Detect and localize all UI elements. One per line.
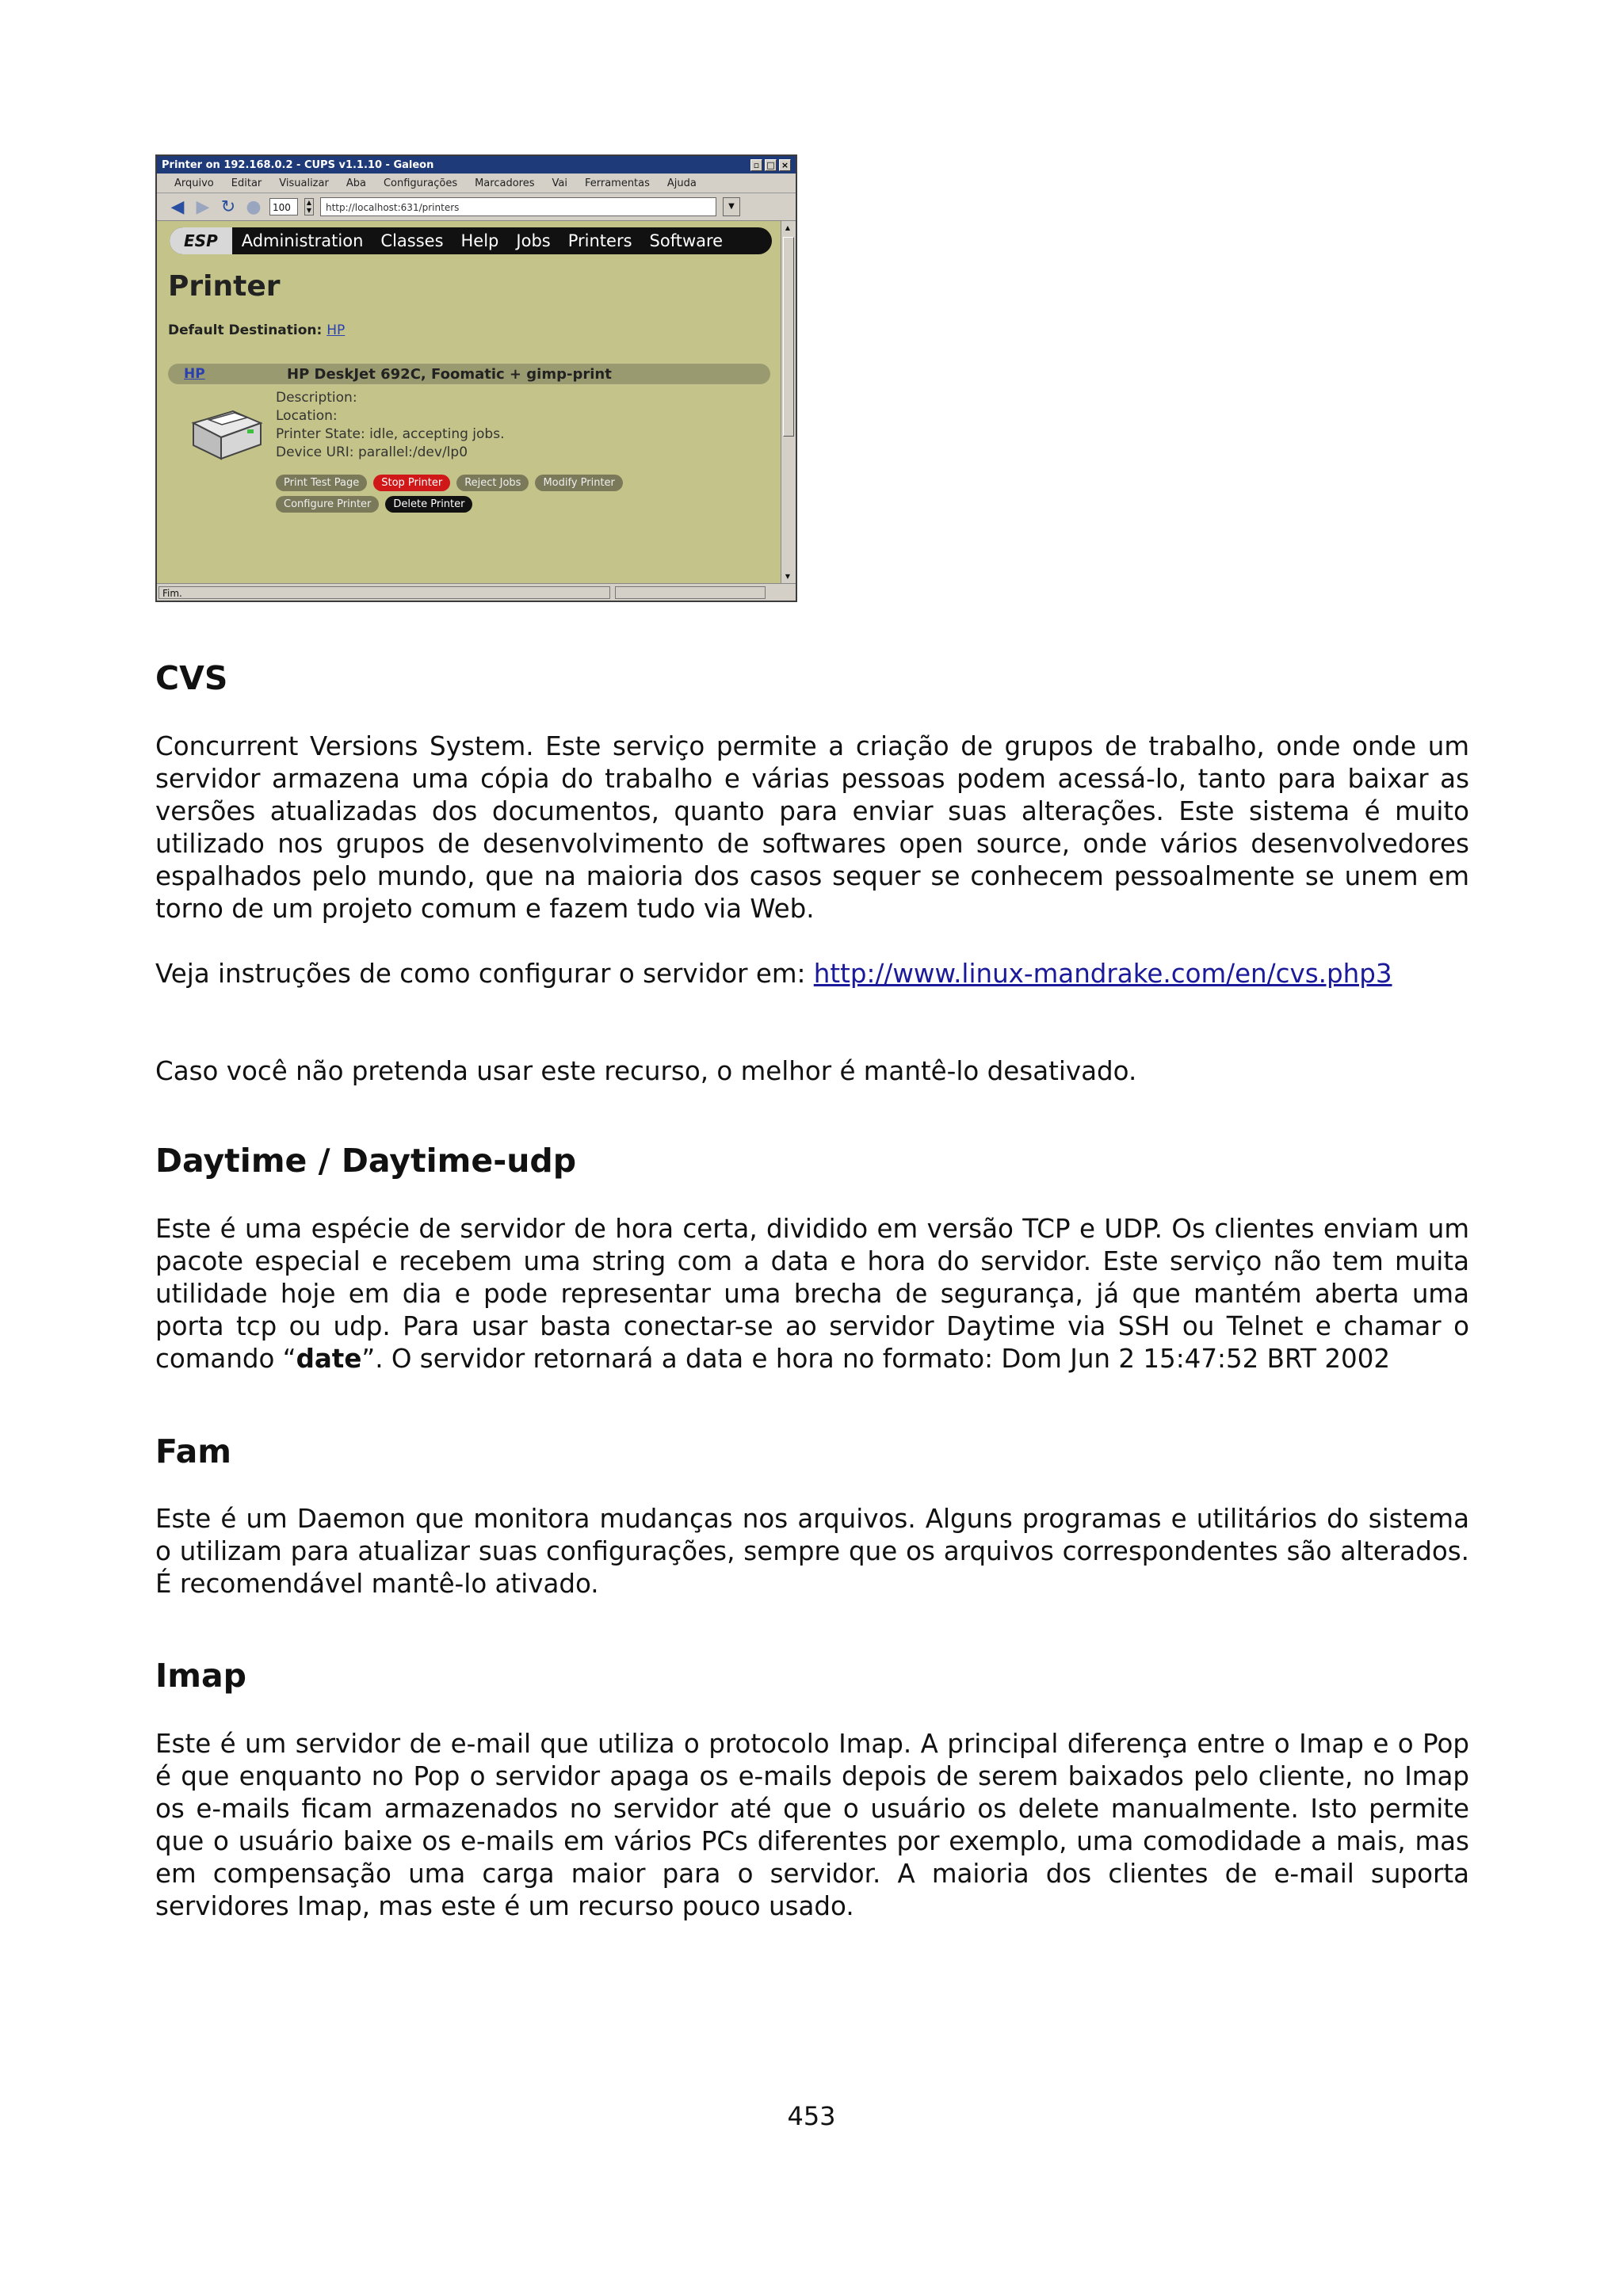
esp-logo[interactable]: ESP [170,227,232,254]
date-command: date [296,1344,362,1374]
cvs-paragraph: Concurrent Versions System. Este serviço permite a criação de grupos de trabalho, onde onde um servidor armazena uma cópia do trabalho e várias pessoas podem acessá-lo, tanto para baixar as versões atualizadas dos documentos, quanto para enviar suas alterações. Este sistema é muito utilizado nos grupos de desenvolvimento de softwares open source, onde vários desenvolvedores espalhados pelo mundo, que na maioria dos casos sequer se conhecem pessoalmente se unem em torno de um projeto comum e fazem tudo via Web. [155,731,1469,924]
page-title: Printer [168,270,281,303]
menu-configuracoes[interactable]: Configurações [383,177,458,189]
nav-printers[interactable]: Printers [567,231,632,250]
stop-icon[interactable]: ● [246,196,262,217]
nav-jobs[interactable]: Jobs [516,231,551,250]
menu-bar [157,174,796,193]
progress-field [615,586,766,599]
reject-jobs-button[interactable]: Reject Jobs [456,475,529,491]
print-test-page-button[interactable]: Print Test Page [276,475,367,491]
scroll-down-icon[interactable]: ▼ [785,573,791,580]
menu-ajuda[interactable]: Ajuda [666,177,697,189]
forward-icon[interactable]: ▶ [196,196,210,217]
menu-vai[interactable]: Vai [552,177,567,189]
url-input[interactable]: http://localhost:631/printers [320,197,716,216]
close-icon[interactable]: × [779,159,791,171]
printer-header-bar [168,364,770,384]
cvs-instructions-paragraph [155,958,1469,990]
heading-cvs: CVS [155,659,228,697]
printer-name: HP DeskJet 692C, Foomatic + gimp-print [287,366,612,383]
default-destination [168,322,345,338]
default-destination-label: Default Destination: [168,322,323,338]
nav-administration[interactable]: Administration [241,231,364,250]
window-title: Printer on 192.168.0.2 - CUPS v1.1.10 - Galeon [162,158,434,171]
delete-printer-button[interactable]: Delete Printer [385,496,472,513]
status-text: Fim. [158,586,610,599]
imap-paragraph: Este é um servidor de e-mail que utiliza o protocolo Imap. A principal diferença entre o Imap e o Pop é que enquanto no Pop o servidor apaga os e-mails depois de serem baixados pelo cliente, no Imap os e-mails ficam armazenados no servidor até que o usuário os delete manualmente. Isto permite que o usuário baixe os e-mails em vários PCs diferentes por exemplo, uma comodidade a mais, mas em compensação uma carga maior para o servidor. A maioria dos clientes de e-mail suporta servidores Imap, mas este é um recurso pouco usado. [155,1729,1469,1921]
menu-ferramentas[interactable]: Ferramentas [584,177,650,189]
fam-paragraph: Este é um Daemon que monitora mudanças nos arquivos. Alguns programas e utilitários do sistema o utilizam para atualizar suas configurações, sempre que os arquivos correspondentes são alterados. É recomendável mantê-lo ativado. [155,1504,1469,1599]
stop-printer-button[interactable]: Stop Printer [373,475,450,491]
daytime-text-b: ”. O servidor retornará a data e hora no formato: Dom Jun 2 15:47:52 BRT 2002 [361,1344,1391,1374]
scroll-up-icon[interactable]: ▲ [785,224,791,231]
printer-state: Printer State: idle, accepting jobs. [276,426,505,442]
daytime-paragraph [155,1213,1469,1375]
cups-page [157,221,783,584]
zoom-stepper[interactable]: ▲ ▼ [304,198,314,215]
cups-screenshot-figure [155,154,797,602]
status-bar [157,583,796,601]
window-titlebar [157,156,796,174]
modify-printer-button[interactable]: Modify Printer [535,475,622,491]
reload-icon[interactable]: ↻ [220,196,236,217]
scrollbar-thumb[interactable] [783,237,794,437]
configure-printer-button[interactable]: Configure Printer [276,496,379,513]
vertical-scrollbar[interactable] [781,221,796,584]
printer-location: Location: [276,408,338,424]
printer-icon [185,391,265,466]
chevron-down-icon[interactable]: ▼ [723,197,740,216]
menu-marcadores[interactable]: Marcadores [475,177,535,189]
back-icon[interactable]: ◀ [170,196,185,217]
menu-editar[interactable]: Editar [231,177,262,189]
nav-software[interactable]: Software [649,231,724,250]
heading-imap: Imap [155,1657,246,1695]
daytime-text-a: Este é uma espécie de servidor de hora certa, dividido em versão TCP e UDP. Os clientes enviam um pacote especial e recebem uma string com a data e hora do servidor. Este serviço não tem muita utilidade hoje em dia e pode representar uma brecha de segurança, já que mantém aberta uma porta tcp ou udp. Para usar basta conectar-se ao servidor Daytime via SSH ou Telnet e chamar o comando “ [155,1214,1469,1374]
menu-aba[interactable]: Aba [346,177,366,189]
nav-help[interactable]: Help [460,231,499,250]
cups-nav-bar [170,227,772,254]
printer-actions [276,475,688,513]
printer-info [276,389,505,462]
browser-toolbar [157,193,796,221]
page-number: 453 [787,2101,836,2131]
printer-description: Description: [276,390,357,406]
minimize-icon[interactable]: ▫ [750,159,762,171]
menu-arquivo[interactable]: Arquivo [174,177,214,189]
menu-visualizar[interactable]: Visualizar [279,177,329,189]
cvs-note-paragraph: Caso você não pretenda usar este recurso, o melhor é mantê-lo desativado. [155,1056,1137,1086]
printer-device-uri: Device URI: parallel:/dev/lp0 [276,444,468,460]
heading-fam: Fam [155,1432,231,1470]
maximize-icon[interactable]: □ [765,159,777,171]
zoom-input[interactable]: 100 [269,198,298,215]
heading-daytime: Daytime / Daytime-udp [155,1142,577,1180]
default-destination-link[interactable]: HP [327,322,346,338]
cvs-instructions-text: Veja instruções de como configurar o servidor em: [155,959,814,989]
cvs-link[interactable]: http://www.linux-mandrake.com/en/cvs.php3 [813,959,1392,989]
nav-classes[interactable]: Classes [380,231,444,250]
printer-link[interactable]: HP [184,366,205,382]
